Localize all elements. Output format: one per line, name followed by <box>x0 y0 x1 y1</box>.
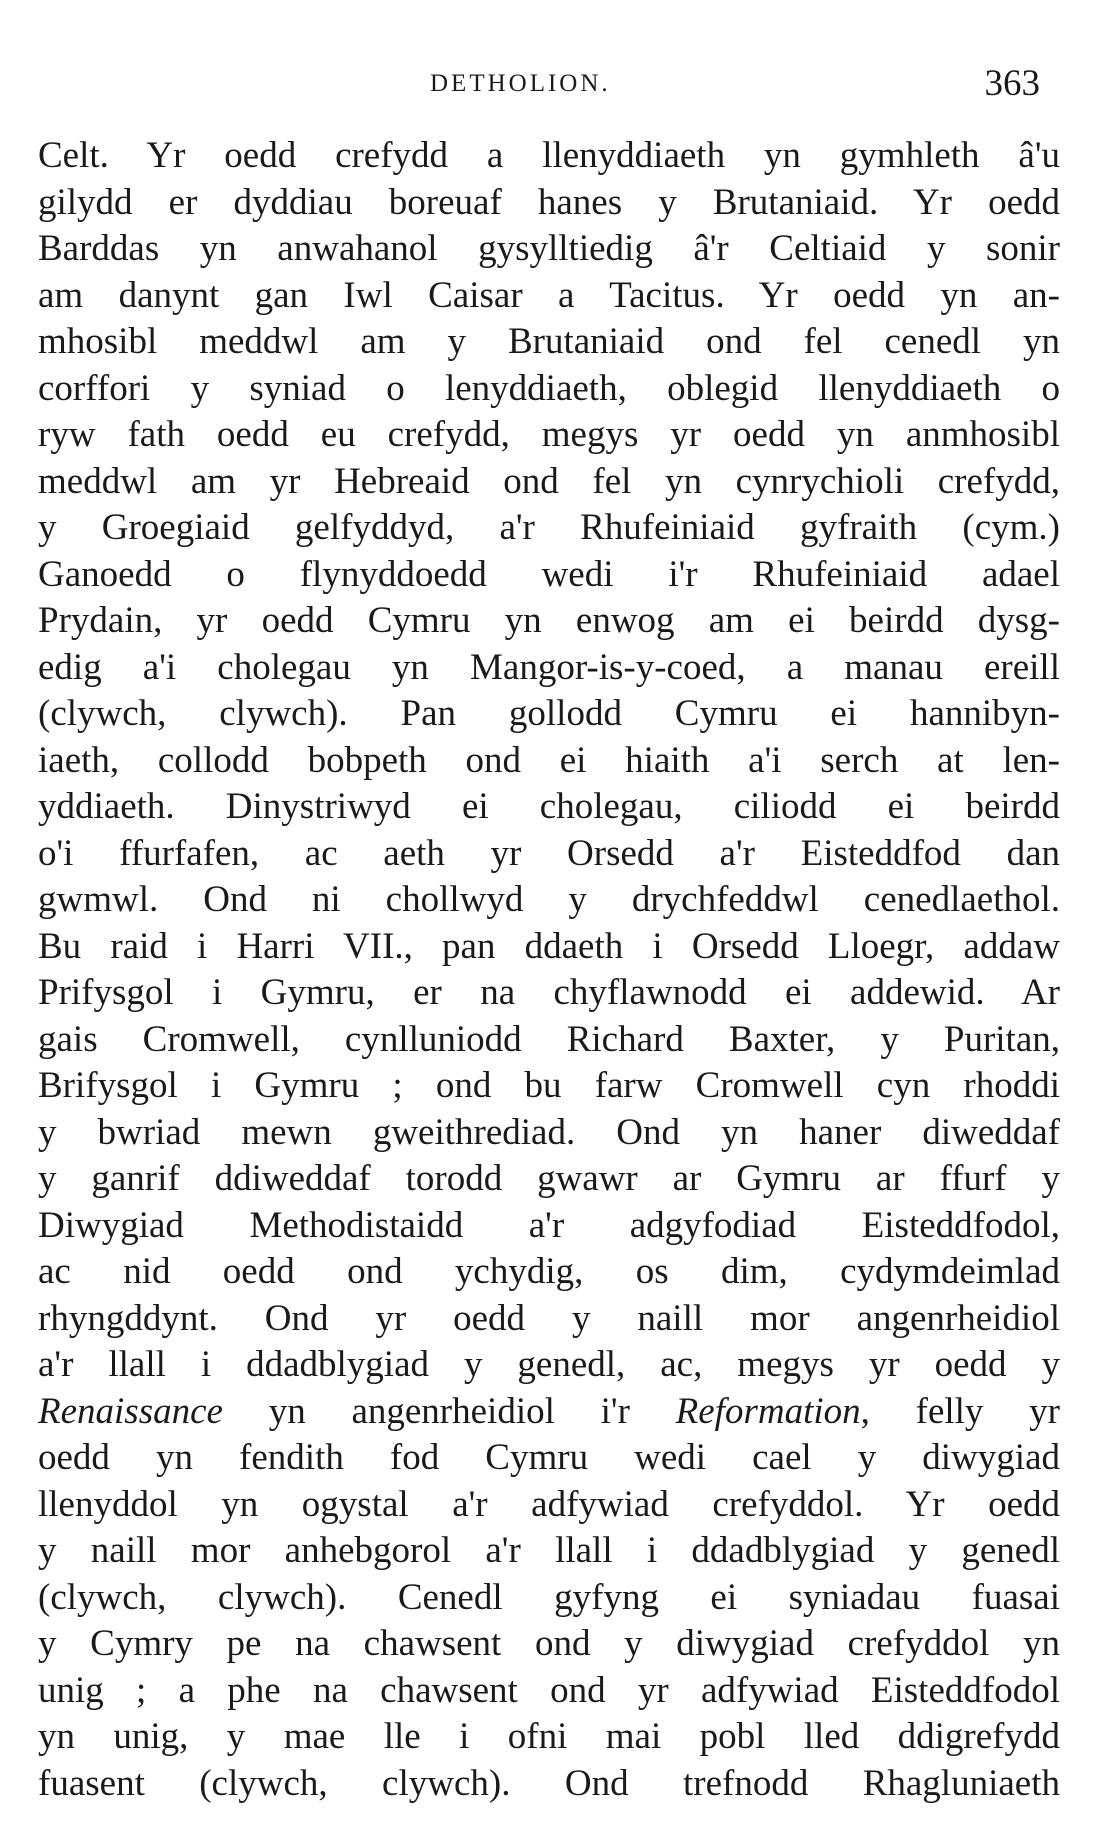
text-line: gwmwl. Ond ni chollwyd y drychfeddwl cenedlaethol. <box>38 879 1060 920</box>
text-line: iaeth, collodd bobpeth ond ei hiaith a'i serch at len- <box>38 739 1060 781</box>
text-line: Bu raid i Harri VII., pan ddaeth i Orsedd Lloegr, addaw <box>38 925 1060 967</box>
text-line: gilydd er dyddiau boreuaf hanes y Brutaniaid. Yr oedd <box>38 181 1060 223</box>
line-fragment: yn angenrheidiol i'r <box>222 1390 676 1432</box>
text-line: Celt. Yr oedd crefydd a llenyddiaeth yn gymhleth â'u <box>38 135 1060 176</box>
text-line: fuasent (clywch, clywch). Ond trefnodd Rhagluniaeth <box>38 1762 1060 1804</box>
text-line: o'i ffurfafen, ac aeth yr Orsedd a'r Eisteddfod dan <box>38 832 1060 874</box>
text-line: mhosibl meddwl am y Brutaniaid ond fel cenedl yn <box>38 321 1060 362</box>
text-line: Prydain, yr oedd Cymru yn enwog am ei beirdd dysg- <box>38 600 1060 641</box>
text-line: rhyngddynt. Ond yr oedd y naill mor angenrheidiol <box>38 1297 1060 1339</box>
text-line: gais Cromwell, cynlluniodd Richard Baxter, y Puritan, <box>38 1018 1060 1060</box>
body-text <box>38 133 1060 1807</box>
text-line: yddiaeth. Dinystriwyd ei cholegau, ciliodd ei beirdd <box>38 786 1060 827</box>
text-line: yn unig, y mae lle i ofni mai pobl lled ddigrefydd <box>38 1716 1060 1757</box>
text-line: Ganoedd o flynyddoedd wedi i'r Rhufeiniaid adael <box>38 553 1060 595</box>
italic-term: Reformation <box>675 1390 861 1432</box>
text-line: y Groegiaid gelfyddyd, a'r Rhufeiniaid gyfraith (cym.) <box>38 507 1060 548</box>
italic-term: Renaissance <box>38 1390 223 1432</box>
running-title: DETHOLION. <box>430 70 611 97</box>
text-line: y bwriad mewn gweithrediad. Ond yn haner diweddaf <box>38 1111 1060 1153</box>
text-line: Diwygiad Methodistaidd a'r adgyfodiad Eisteddfodol, <box>38 1204 1060 1246</box>
text-line: Barddas yn anwahanol gysylltiedig â'r Celtiaid y sonir <box>38 228 1060 269</box>
running-head <box>40 62 1040 112</box>
text-line: Brifysgol i Gymru ; ond bu farw Cromwell cyn rhoddi <box>38 1065 1060 1106</box>
text-line: y naill mor anhebgorol a'r llall i ddadblygiad y genedl <box>38 1530 1060 1571</box>
text-line: ryw fath oedd eu crefydd, megys yr oedd yn anmhosibl <box>38 414 1060 455</box>
text-line: y Cymry pe na chawsent ond y diwygiad crefyddol yn <box>38 1623 1060 1664</box>
text-line: meddwl am yr Hebreaid ond fel yn cynrychioli crefydd, <box>38 460 1060 502</box>
text-line: (clywch, clywch). Pan gollodd Cymru ei hannibyn- <box>38 693 1060 734</box>
text-line: unig ; a phe na chawsent ond yr adfywiad Eisteddfodol <box>38 1669 1060 1711</box>
text-line: edig a'i cholegau yn Mangor-is-y-coed, a manau ereill <box>38 646 1060 688</box>
text-line: (clywch, clywch). Cenedl gyfyng ei syniadau fuasai <box>38 1576 1060 1618</box>
page-number: 363 <box>984 63 1040 104</box>
text-line: corffori y syniad o lenyddiaeth, oblegid llenyddiaeth o <box>38 367 1060 409</box>
text-line: Prifysgol i Gymru, er na chyflawnodd ei addewid. Ar <box>38 972 1060 1013</box>
text-line: a'r llall i ddadblygiad y genedl, ac, megys yr oedd y <box>38 1344 1060 1385</box>
text-line: llenyddol yn ogystal a'r adfywiad crefyddol. Yr oedd <box>38 1483 1060 1525</box>
text-line: y ganrif ddiweddaf torodd gwawr ar Gymru ar ffurf y <box>38 1158 1060 1199</box>
text-line: am danynt gan Iwl Caisar a Tacitus. Yr oedd yn an- <box>38 274 1060 316</box>
text-line: ac nid oedd ond ychydig, os dim, cydymdeimlad <box>38 1251 1060 1292</box>
line-fragment: , felly yr <box>860 1390 1060 1432</box>
text-line-mixed <box>38 1389 1060 1436</box>
text-line: oedd yn fendith fod Cymru wedi cael y diwygiad <box>38 1437 1060 1478</box>
